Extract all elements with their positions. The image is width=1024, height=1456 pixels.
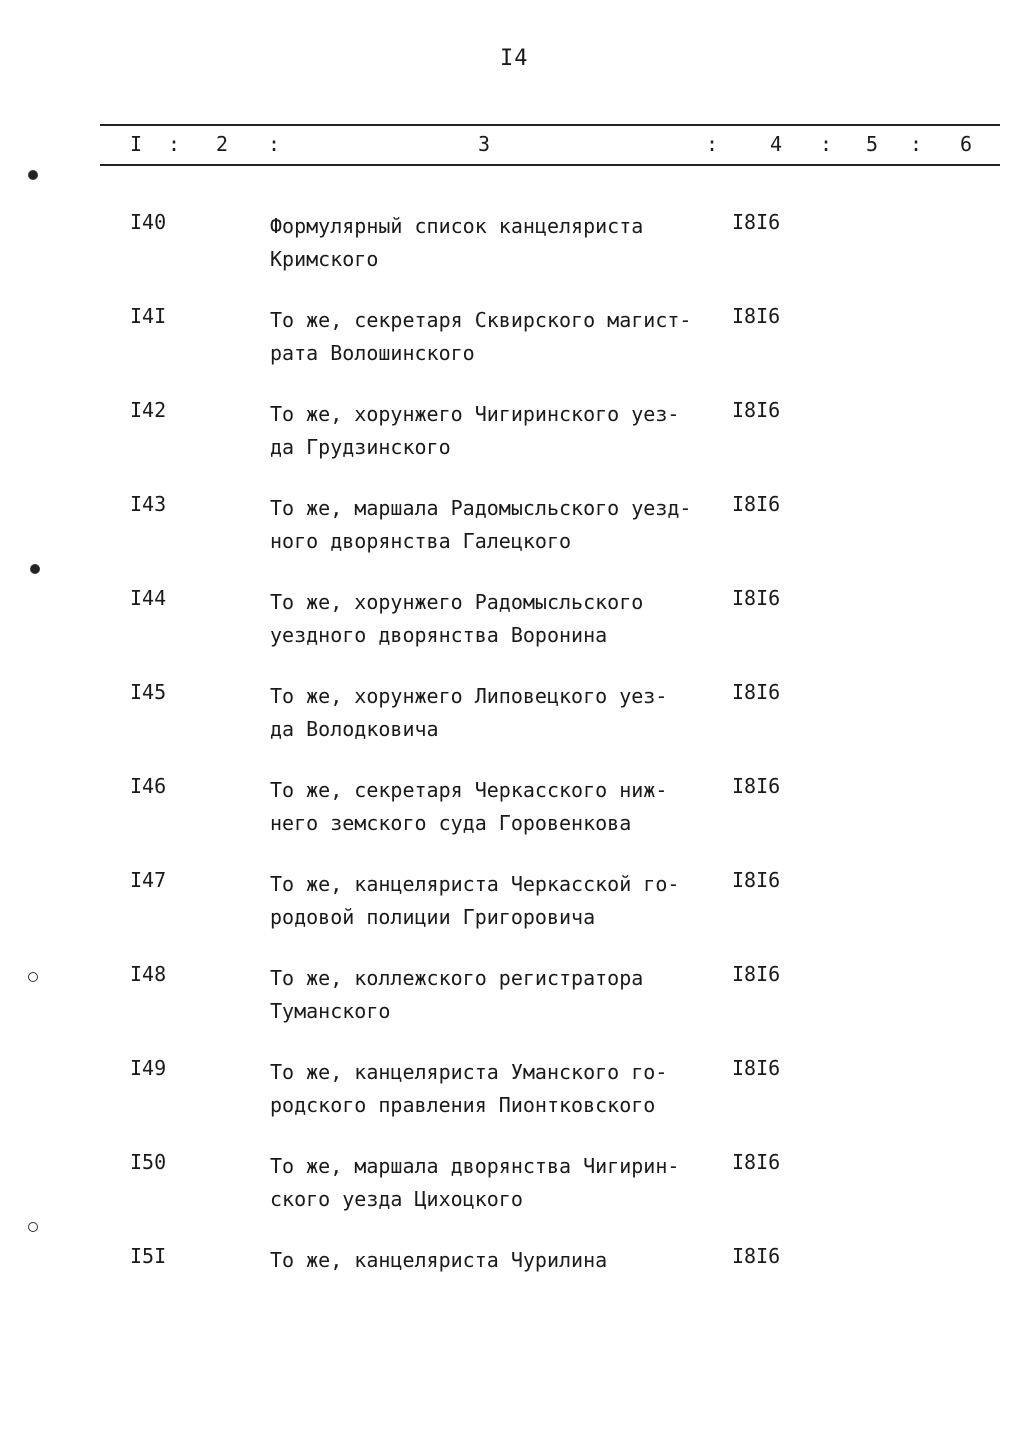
row-year: I8I6	[732, 586, 781, 610]
row-description	[270, 304, 720, 370]
column-header-row	[0, 132, 1024, 158]
row-description-line: То же, секретаря Черкасского ниж-	[270, 778, 668, 802]
row-description-line: ского уезда Цихоцкого	[270, 1187, 523, 1211]
row-description	[270, 1150, 720, 1216]
row-number: I45	[130, 680, 167, 704]
row-description-line: ного дворянства Галецкого	[270, 529, 572, 553]
row-description	[270, 586, 720, 652]
row-number: I5I	[130, 1244, 167, 1268]
row-description-line: То же, маршала дворянства Чигирин-	[270, 1154, 680, 1178]
row-year: I8I6	[732, 398, 781, 422]
column-separator: :	[706, 132, 719, 156]
row-description-line: него земского суда Горовенкова	[270, 811, 632, 835]
row-description	[270, 492, 720, 558]
row-description-line: да Володковича	[270, 717, 439, 741]
column-separator: :	[268, 132, 281, 156]
row-description	[270, 962, 720, 1028]
row-description-line: То же, канцеляриста Уманского го-	[270, 1060, 668, 1084]
row-number: I40	[130, 210, 167, 234]
row-year: I8I6	[732, 492, 781, 516]
column-separator: :	[820, 132, 833, 156]
row-number: I4I	[130, 304, 167, 328]
row-year: I8I6	[732, 1056, 781, 1080]
row-description-line: рата Волошинского	[270, 341, 475, 365]
row-description-line: То же, хорунжего Радомысльского	[270, 590, 644, 614]
column-header-5: 5	[866, 132, 879, 156]
column-header-1: I	[130, 132, 143, 156]
row-number: I46	[130, 774, 167, 798]
row-number: I43	[130, 492, 167, 516]
row-number: I44	[130, 586, 167, 610]
row-number: I42	[130, 398, 167, 422]
binder-hole-mark	[30, 564, 40, 574]
row-year: I8I6	[732, 962, 781, 986]
row-description	[270, 1056, 720, 1122]
row-description-line: То же, коллежского регистратора	[270, 966, 644, 990]
binder-hole-mark	[28, 1222, 38, 1232]
row-description-line: То же, канцеляриста Черкасской го-	[270, 872, 680, 896]
row-description-line: То же, хорунжего Чигиринского уез-	[270, 402, 680, 426]
row-description-line: То же, маршала Радомысльского уезд-	[270, 496, 692, 520]
row-year: I8I6	[732, 1244, 781, 1268]
row-description-line: уездного дворянства Воронина	[270, 623, 608, 647]
row-year: I8I6	[732, 304, 781, 328]
row-description-line: Кримского	[270, 247, 379, 271]
header-bottom-rule	[100, 164, 1000, 166]
row-description-line: родского правления Пионтковского	[270, 1093, 656, 1117]
row-number: I48	[130, 962, 167, 986]
binder-hole-mark	[28, 170, 38, 180]
column-header-6: 6	[960, 132, 973, 156]
header-top-rule	[100, 124, 1000, 126]
row-year: I8I6	[732, 680, 781, 704]
column-separator: :	[910, 132, 923, 156]
row-description	[270, 210, 720, 276]
row-number: I50	[130, 1150, 167, 1174]
row-description-line: Формулярный список канцеляриста	[270, 214, 644, 238]
row-year: I8I6	[732, 210, 781, 234]
column-separator: :	[168, 132, 181, 156]
row-description	[270, 680, 720, 746]
binder-hole-mark	[28, 972, 38, 982]
row-description-line: Туманского	[270, 999, 391, 1023]
row-description-line: родовой полиции Григоровича	[270, 905, 596, 929]
row-number: I49	[130, 1056, 167, 1080]
row-year: I8I6	[732, 1150, 781, 1174]
row-year: I8I6	[732, 774, 781, 798]
row-description-line: да Грудзинского	[270, 435, 451, 459]
column-header-2: 2	[216, 132, 229, 156]
column-header-3: 3	[478, 132, 491, 156]
column-header-4: 4	[770, 132, 783, 156]
page-number: I4	[500, 46, 529, 71]
row-description-line: То же, канцеляриста Чурилина	[270, 1248, 608, 1272]
row-description	[270, 1244, 720, 1277]
row-description	[270, 774, 720, 840]
row-description	[270, 868, 720, 934]
row-number: I47	[130, 868, 167, 892]
row-description-line: То же, секретаря Сквирского магист-	[270, 308, 692, 332]
row-description	[270, 398, 720, 464]
row-year: I8I6	[732, 868, 781, 892]
row-description-line: То же, хорунжего Липовецкого уез-	[270, 684, 668, 708]
